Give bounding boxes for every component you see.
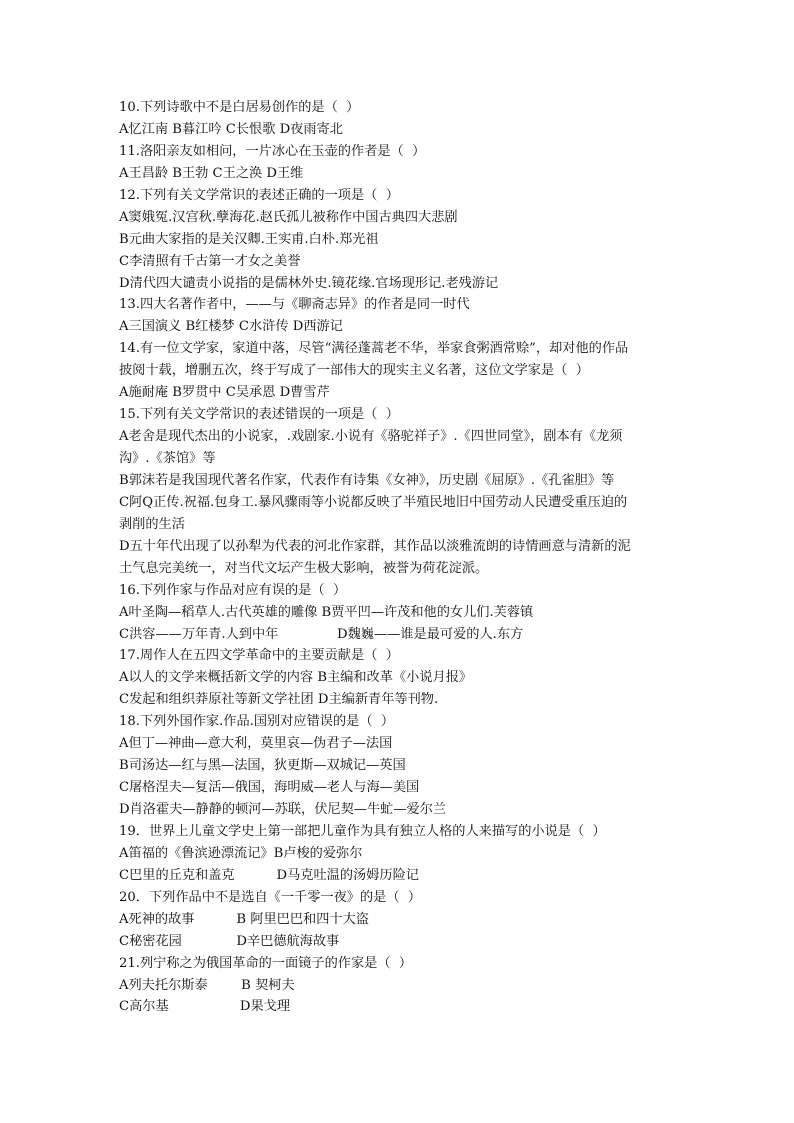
text-line: B司汤达—红与黑—法国，狄更斯—双城记—英国 xyxy=(119,758,406,774)
text-line: 18.下列外国作家.作品.国别对应错误的是（ ） xyxy=(119,714,395,730)
text-line: C屠格涅夫—复活—俄国，海明威—老人与海—美国 xyxy=(119,780,420,796)
text-line: A窦娥冤.汉宫秋.孽海花.赵氏孤儿被称作中国古典四大悲剧 xyxy=(119,209,458,225)
text-line: A老舍是现代杰出的小说家，.戏剧家.小说有《骆驼祥子》.《四世同堂》，剧本有《龙须 xyxy=(119,429,623,445)
text-line: D五十年代出现了以孙犁为代表的河北作家群，其作品以淡雅流朗的诗情画意与清新的泥 xyxy=(119,538,631,554)
text-line: C秘密花园 D辛巴德航海故事 xyxy=(119,933,340,949)
text-line: 12.下列有关文学常识的表述正确的一项是（ ） xyxy=(119,187,399,203)
text-line: 14.有一位文学家，家道中落，尽管“满径蓬蒿老不华，举家食粥酒常赊”，却对他的作品 xyxy=(119,341,629,357)
text-line: A施耐庵 B罗贯中 C吴承恩 D曹雪芹 xyxy=(119,385,330,401)
text-line: C发起和组织莽原社等新文学社团 D主编新青年等刊物. xyxy=(119,692,439,708)
text-line: A三国演义 B红楼梦 C水浒传 D西游记 xyxy=(119,319,343,335)
text-line: A忆江南 B暮江吟 C长恨歌 D夜雨寄北 xyxy=(119,121,343,137)
exam-questions xyxy=(119,97,679,1018)
text-line: B元曲大家指的是关汉卿.王实甫.白朴.郑光祖 xyxy=(119,231,379,247)
text-line: 20．下列作品中不是选自《一千零一夜》的是（ ） xyxy=(119,889,422,905)
text-line: A笛福的《鲁滨逊漂流记》B卢梭的爱弥尔 xyxy=(119,845,363,861)
text-line: B郭沫若是我国现代著名作家，代表作有诗集《女神》，历史剧《屈原》.《孔雀胆》等 xyxy=(119,472,615,488)
text-line: 10.下列诗歌中不是白居易创作的是（ ） xyxy=(119,100,360,115)
text-line: C阿Q正传.祝福.包身工.暴风骤雨等小说都反映了半殖民地旧中国劳动人民遭受重压迫的 xyxy=(119,494,628,510)
text-line: C高尔基 D果戈理 xyxy=(119,999,291,1015)
text-line: A死神的故事 B 阿里巴巴和四十大盗 xyxy=(119,911,369,927)
text-line: 剥削的生活 xyxy=(119,516,185,532)
text-line: 沟》.《茶馆》等 xyxy=(119,451,216,466)
text-line: 17.周作人在五四文学革命中的主要贡献是（ ） xyxy=(119,648,399,664)
text-line: D肖洛霍夫—静静的顿河—苏联，伏尼契—牛虻—爱尔兰 xyxy=(119,802,447,817)
text-line: 15.下列有关文学常识的表述错误的一项是（ ） xyxy=(119,407,399,423)
text-line: C洪容——万年青.人到中年 D魏巍——谁是最可爱的人.东方 xyxy=(119,626,524,642)
text-line: A但丁—神曲—意大利，莫里哀—伪君子—法国 xyxy=(119,736,393,752)
text-line: A以人的文学来概括新文学的内容 B主编和改革《小说月报》 xyxy=(119,670,473,686)
text-line: C巴里的丘克和盖克 D马克吐温的汤姆历险记 xyxy=(119,867,419,883)
text-line: 13.四大名著作者中，——与《聊斋志异》的作者是同一时代 xyxy=(119,297,470,313)
text-line: 披阅十载，增删五次，终于写成了一部伟大的现实主义名著，这位文学家是（ ） xyxy=(119,363,589,379)
text-line: 土气息完美统一，对当代文坛产生极大影响，被誉为荷花淀派。 xyxy=(119,560,489,576)
text-line: 16.下列作家与作品对应有误的是（ ） xyxy=(119,582,347,598)
text-line: A王昌龄 B王勃 C王之涣 D王维 xyxy=(119,165,304,181)
text-line: A叶圣陶—稻草人.古代英雄的雕像 B贾平凹—许茂和他的女儿们.芙蓉镇 xyxy=(119,604,534,620)
text-line: 11.洛阳亲友如相问，一片冰心在玉壶的作者是（ ） xyxy=(119,143,426,159)
text-line: D清代四大谴责小说指的是儒林外史.镜花缘.官场现形记.老残游记 xyxy=(119,275,499,291)
text-line: 21.列宁称之为俄国革命的一面镜子的作家是（ ） xyxy=(119,955,413,971)
text-line: A列夫托尔斯泰 B 契柯夫 xyxy=(119,977,295,993)
text-line: 19．世界上儿童文学史上第一部把儿童作为具有独立人格的人来描写的小说是（ ） xyxy=(119,823,606,839)
text-line: C李清照有千古第一才女之美誉 xyxy=(119,253,301,269)
